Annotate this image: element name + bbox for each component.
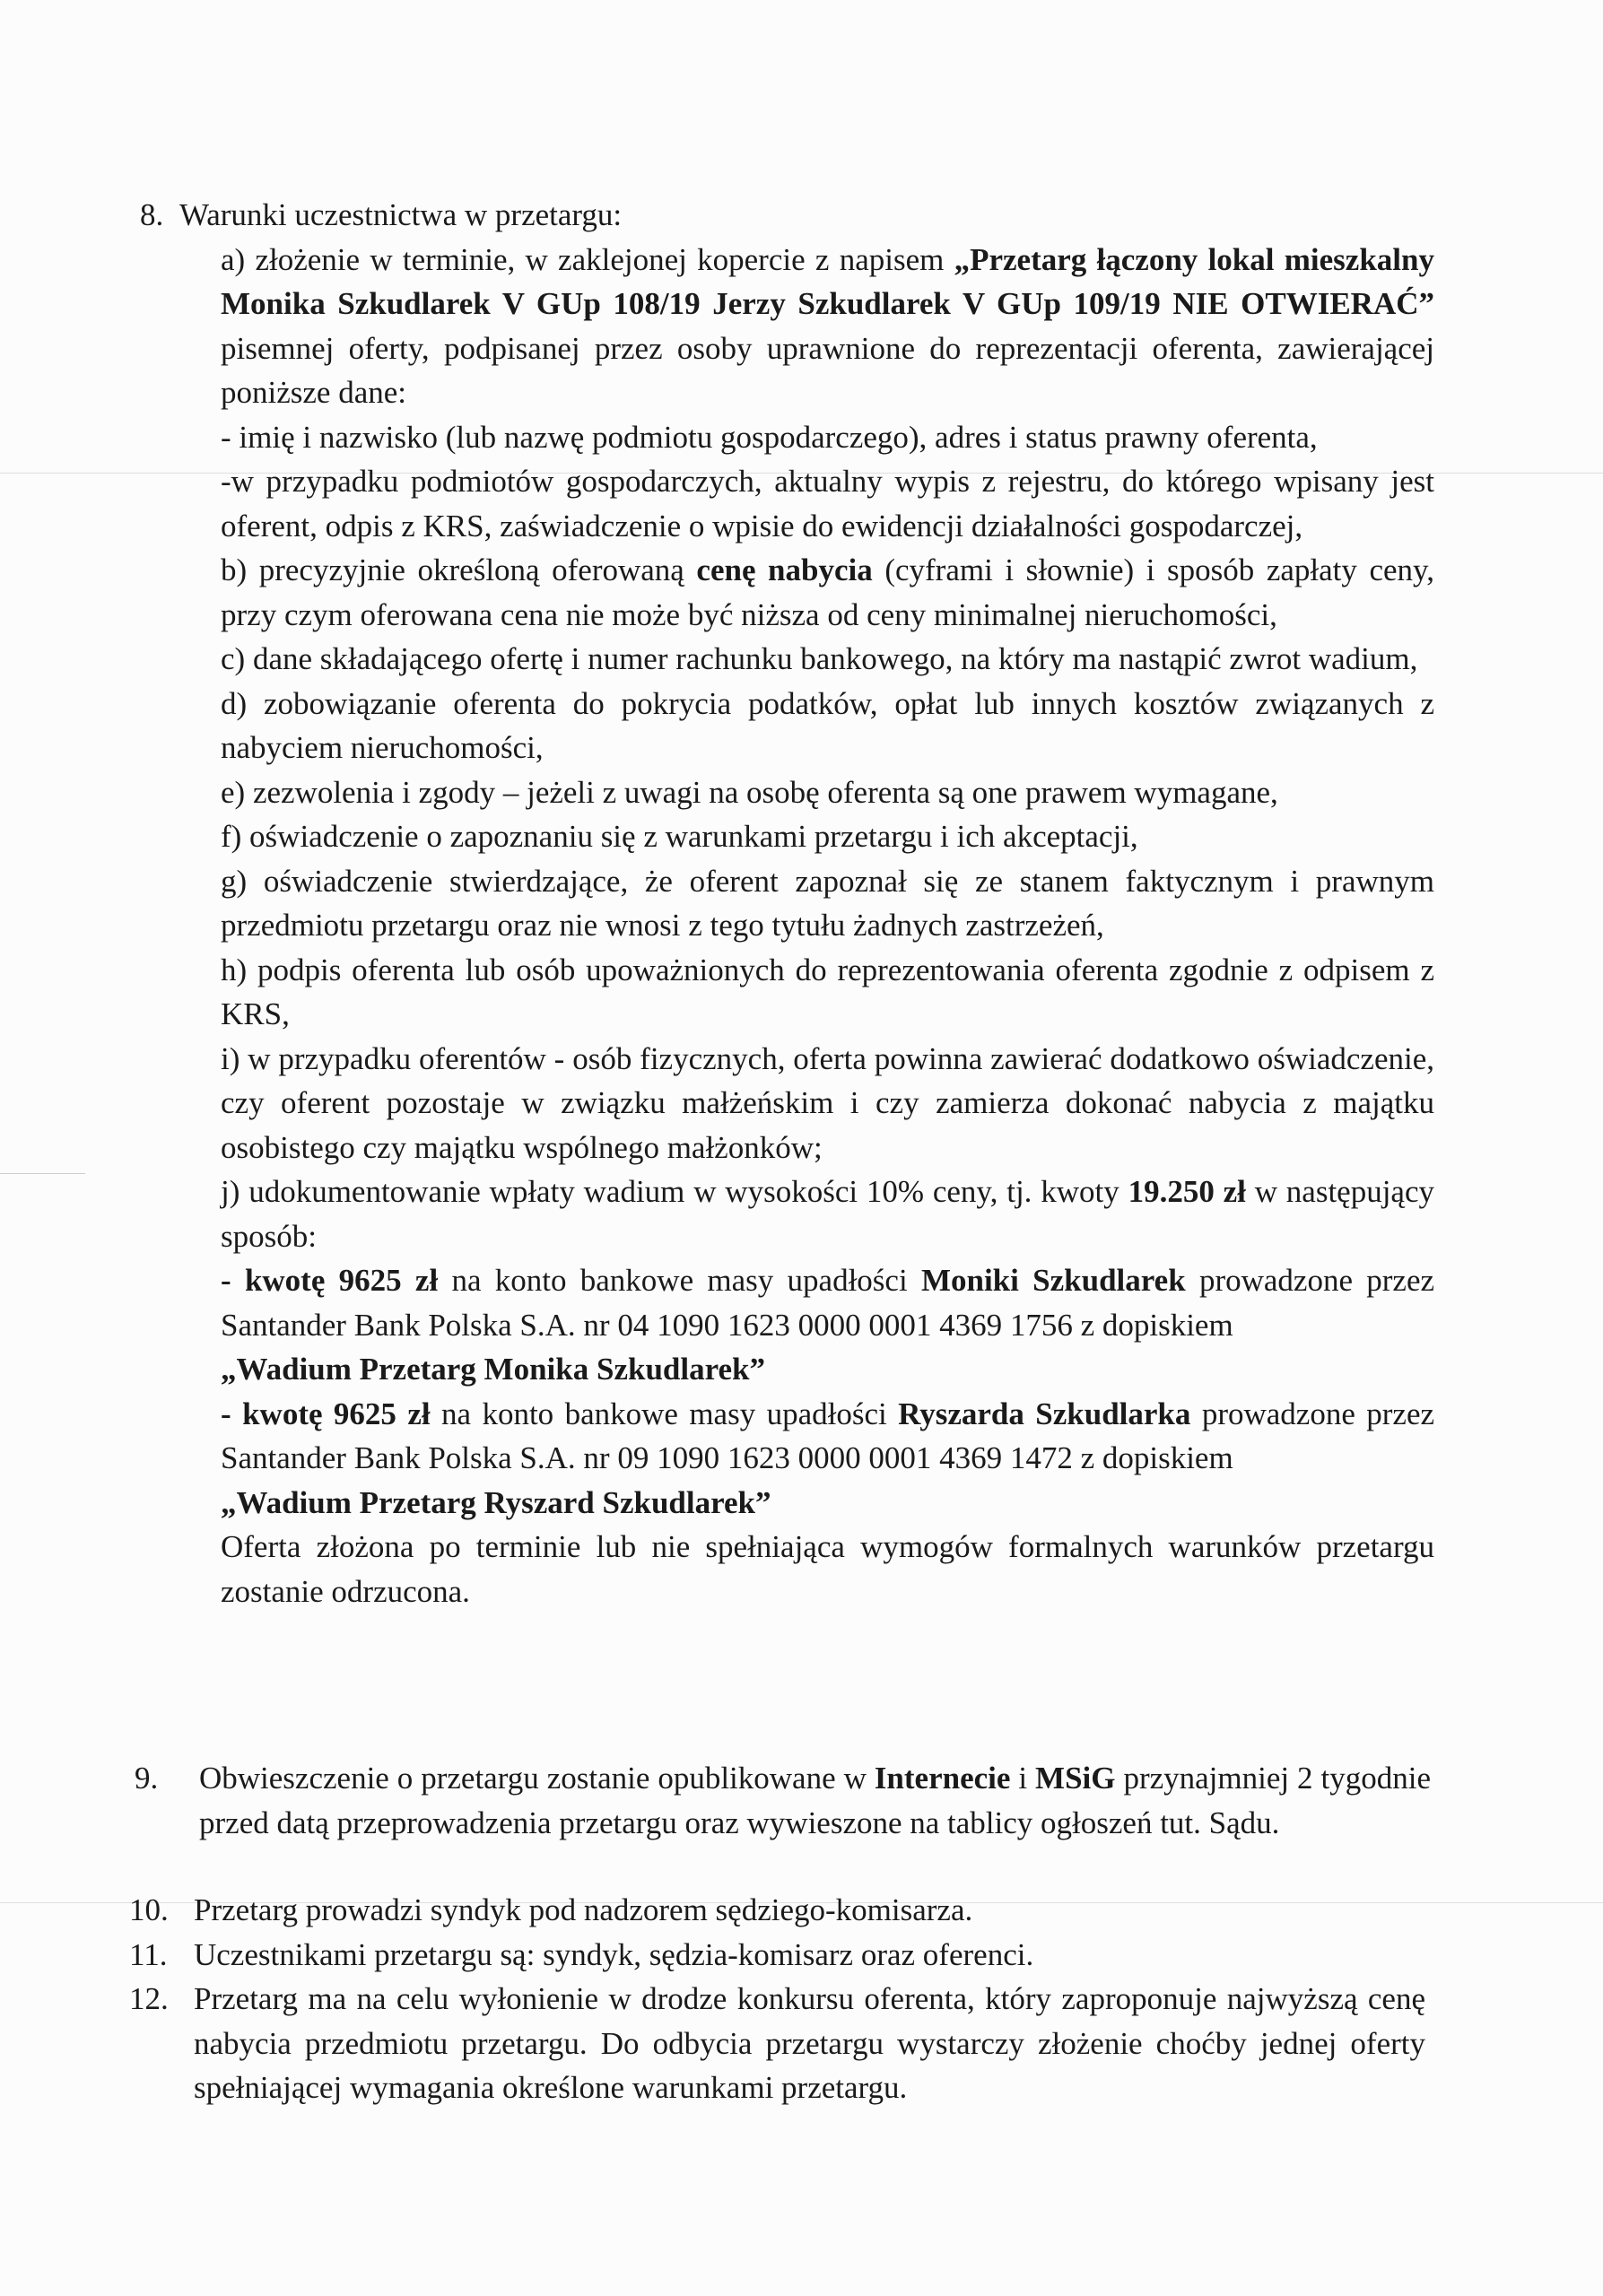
condition-a-dash-2: -w przypadku podmiotów gospodarczych, aktualny wypis z rejestru, do którego wpisany jest oferent, odpis z KRS, zaświadczenie o wpisie do ewidencji działalności gospodarczej, — [221, 464, 1434, 544]
payment-1-name: Moniki Szkudlarek — [920, 1263, 1186, 1298]
condition-b-suffix: (cyframi i słownie) i sposób zapłaty ceny, przy czym oferowana cena nie może być niższa od ceny minimalnej nieruchomości, — [221, 552, 1434, 632]
condition-a — [221, 238, 1434, 415]
item-text — [199, 1756, 1431, 1845]
payment-2-text: na konto bankowe masy upadłości — [430, 1396, 899, 1431]
deposit-amount: 19.250 zł — [1128, 1174, 1246, 1209]
condition-b-text: b) precyzyjnie określoną oferowaną — [221, 552, 697, 587]
condition-e: e) zezwolenia i zgody – jeżeli z uwagi na osobę oferenta są one prawem wymagane, — [221, 774, 1278, 810]
item-heading-text: Warunki uczestnictwa w przetargu: — [179, 197, 623, 232]
item-text: Uczestnikami przetargu są: syndyk, sędzia-komisarz oraz oferenci. — [194, 1937, 1034, 1972]
payment-1-account: prowadzone przez Santander Bank Polska S.A. nr 04 1090 1623 0000 0001 4369 1756 z dopiskiem — [221, 1263, 1435, 1343]
condition-i: i) w przypadku oferentów - osób fizycznych, oferta powinna zawierać dodatkowo oświadczenie, czy oferent pozostaje w związku małżeńskim i czy zamierza dokonać nabycia z majątku osobistego czy majątku wspólnego małżonków; — [221, 1040, 1434, 1165]
condition-h: h) podpis oferenta lub osób upoważnionych do reprezentowania oferenta zgodnie z odpisem z KRS, — [221, 952, 1434, 1031]
item-number: 12. — [129, 1981, 169, 2016]
item-9-mid: i — [1010, 1761, 1036, 1796]
item-number: 9. — [135, 1761, 159, 1796]
list-item-8 — [140, 193, 1436, 1613]
envelope-label: „Przetarg łączony lokal mieszkalny Monika Szkudlarek V GUp 108/19 Jerzy Szkudlarek V GUp 109/19 NIE OTWIERAĆ” — [221, 241, 1434, 321]
item-9-prefix: Obwieszczenie o przetargu zostanie opublikowane w — [199, 1761, 875, 1796]
condition-c: c) dane składającego ofertę i numer rachunku bankowego, na który ma nastąpić zwrot wadium, — [221, 641, 1418, 676]
item-number: 11. — [129, 1937, 168, 1972]
payment-1-amount: kwotę 9625 zł — [244, 1263, 439, 1298]
msig-label: MSiG — [1035, 1761, 1116, 1796]
payment-1 — [221, 1258, 1434, 1347]
list-item-9 — [135, 1756, 1431, 1845]
item-9-suffix: przynajmniej 2 tygodnie przed datą przeprowadzenia przetargu oraz wywieszone na tablicy ogłoszeń tut. Sądu. — [199, 1761, 1431, 1840]
item-text: Przetarg prowadzi syndyk pod nadzorem sędziego-komisarza. — [194, 1892, 973, 1927]
payment-1-dash: - — [221, 1263, 245, 1298]
condition-g: g) oświadczenie stwierdzające, że oferent zapoznał się ze stanem faktycznym i prawnym przedmiotu przetargu oraz nie wnosi z tego tytułu żadnych zastrzeżeń, — [221, 863, 1434, 943]
payment-2-dash: - — [221, 1396, 243, 1431]
condition-j — [221, 1170, 1434, 1258]
item-number: 10. — [129, 1892, 169, 1927]
condition-a-suffix: pisemnej oferty, podpisanej przez osoby uprawnione do reprezentacji oferenta, zawierającej poniższe dane: — [221, 330, 1434, 410]
condition-j-text: j) udokumentowanie wpłaty wadium w wysokości 10% ceny, tj. kwoty — [221, 1174, 1128, 1209]
conditions-list — [221, 238, 1434, 1614]
list-item-10 — [129, 1888, 1425, 1933]
item-heading — [179, 193, 1436, 238]
item-number: 8. — [140, 197, 164, 232]
condition-a-dash-1: - imię i nazwisko (lub nazwę podmiotu gospodarczego), adres i status prawny oferenta, — [221, 419, 1318, 455]
list-item-11 — [129, 1933, 1425, 1978]
list-item-12 — [129, 1977, 1425, 2110]
scan-artifact-mark — [0, 1173, 85, 1174]
payment-1-note: „Wadium Przetarg Monika Szkudlarek” — [221, 1352, 766, 1387]
payment-2-amount: kwotę 9625 zł — [242, 1396, 431, 1431]
condition-b — [221, 548, 1434, 637]
payment-1-text: na konto bankowe masy upadłości — [438, 1263, 921, 1298]
closing-note: Oferta złożona po terminie lub nie spełniająca wymogów formalnych warunków przetargu zostanie odrzucona. — [221, 1529, 1434, 1609]
condition-j-suffix: w następujący sposób: — [221, 1174, 1435, 1254]
payment-2-note: „Wadium Przetarg Ryszard Szkudlarek” — [221, 1484, 771, 1520]
internet-label: Internecie — [874, 1761, 1011, 1796]
item-text: Przetarg ma na celu wyłonienie w drodze konkursu oferenta, który zaproponuje najwyższą cenę nabycia przedmiotu przetargu. Do odbycia przetargu wystarczy złożenie choćby jednej oferty spełniającej wymagania określone warunkami przetargu. — [194, 1981, 1425, 2105]
condition-d: d) zobowiązanie oferenta do pokrycia podatków, opłat lub innych kosztów związanych z nabyciem nieruchomości, — [221, 685, 1434, 765]
payment-2-account: prowadzone przez Santander Bank Polska S.A. nr 09 1090 1623 0000 0001 4369 1472 z dopiskiem — [221, 1396, 1435, 1475]
purchase-price-label: cenę nabycia — [696, 552, 873, 587]
condition-f: f) oświadczenie o zapoznaniu się z warunkami przetargu i ich akceptacji, — [221, 819, 1138, 854]
payment-2 — [221, 1392, 1434, 1481]
condition-a-text: a) złożenie w terminie, w zaklejonej kopercie z napisem — [221, 241, 954, 277]
payment-2-name: Ryszarda Szkudlarka — [898, 1396, 1191, 1431]
